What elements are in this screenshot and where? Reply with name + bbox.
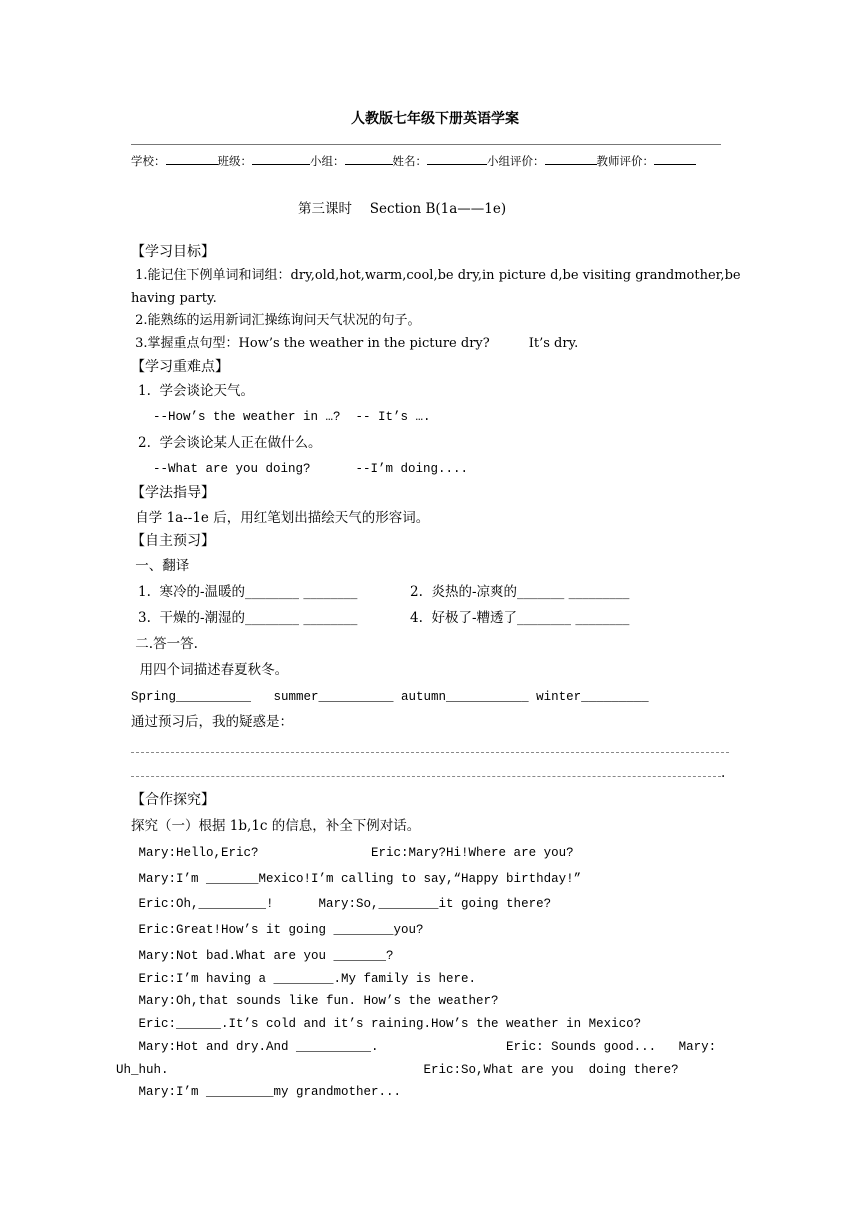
keypoint-line: --How’s the weather in …? -- It’s …. — [138, 410, 431, 424]
keypoint-line: --What are you doing? --I’m doing.... — [138, 462, 469, 476]
translate-item: 3. 干燥的-潮湿的________ ________ — [138, 610, 358, 626]
translate-item: 4. 好极了-糟透了________ ________ — [410, 610, 630, 626]
school-label: 学校： — [131, 154, 166, 168]
translate-item: 2. 炎热的-凉爽的_______ _________ — [410, 584, 630, 600]
doubt-label: 通过预习后，我的疑惑是： — [131, 714, 293, 730]
explore-intro: 探究（一）根据 1b,1c 的信息，补全下例对话。 — [131, 818, 421, 834]
teacher-eval-label: 教师评价： — [596, 154, 654, 168]
name-label: 姓名： — [392, 154, 427, 168]
keypoint-line: 1. 学会谈论天气。 — [138, 383, 254, 399]
explore-heading: 【合作探究】 — [131, 792, 215, 808]
dialogue-line: Eric:Great!How’s it going ________you? — [131, 923, 424, 937]
translate-item: 1. 寒冷的-温暖的________ ________ — [138, 584, 358, 600]
dialogue-line: Eric:I’m having a ________.My family is here. — [131, 972, 477, 986]
method-text: 自学 1a--1e 后，用红笔划出描绘天气的形容词。 — [131, 510, 430, 526]
dialogue-line: Mary:Not bad.What are you _______? — [131, 949, 394, 963]
group-label: 小组： — [310, 154, 345, 168]
objective-line: having party. — [131, 291, 217, 306]
document-title: 人教版七年级下册英语学案 — [351, 111, 519, 127]
translate-heading: 一、翻译 — [131, 558, 190, 574]
dialogue-line: Mary:I’m _______Mexico!I’m calling to say,“Happy birthday!” — [131, 872, 582, 886]
lesson-title: 第三课时 Section B(1a——1e) — [298, 201, 507, 217]
answer-line — [131, 752, 729, 753]
student-info-row — [131, 152, 696, 169]
dialogue-line: Mary:Oh,that sounds like fun. How’s the weather? — [131, 994, 499, 1008]
objective-line: 2.能熟练的运用新词汇操练询问天气状况的句子。 — [131, 313, 421, 328]
answer-line — [131, 776, 721, 777]
dialogue-line: Mary:Hello,Eric? Eric:Mary?Hi!Where are you? — [131, 846, 574, 860]
objectives-heading: 【学习目标】 — [131, 244, 215, 260]
answer-heading: 二.答一答. — [131, 636, 198, 652]
dialogue-line: Mary:Hot and dry.And __________. Eric: Sounds good... Mary: — [131, 1040, 717, 1054]
dialogue-line: Uh_huh. Eric:So,What are you doing there? — [116, 1063, 679, 1077]
group-eval-label: 小组评价： — [487, 154, 545, 168]
objective-line: 1.能记住下例单词和词组：dry,old,hot,warm,cool,be dry,in picture d,be visiting grandmother,be — [131, 268, 741, 283]
keypoints-heading: 【学习重难点】 — [131, 359, 229, 375]
seasons-line: Spring__________ summer__________ autumn___________ winter_________ — [131, 690, 649, 704]
preview-heading: 【自主预习】 — [131, 533, 215, 549]
method-heading: 【学法指导】 — [131, 485, 215, 501]
keypoint-line: 2. 学会谈论某人正在做什么。 — [138, 435, 322, 451]
dialogue-line: Eric:Oh,_________! Mary:So,________it going there? — [131, 897, 552, 911]
objective-line: 3.掌握重点句型：How’s the weather in the picture dry? It’s dry. — [131, 336, 579, 351]
line-end-period: . — [721, 765, 726, 781]
dialogue-line: Eric:______.It’s cold and it’s raining.How’s the weather in Mexico? — [131, 1017, 642, 1031]
class-label: 班级： — [217, 154, 252, 168]
divider — [131, 144, 721, 145]
answer-prompt: 用四个词描述春夏秋冬。 — [131, 662, 289, 678]
dialogue-line: Mary:I’m _________my grandmother... — [131, 1085, 402, 1099]
